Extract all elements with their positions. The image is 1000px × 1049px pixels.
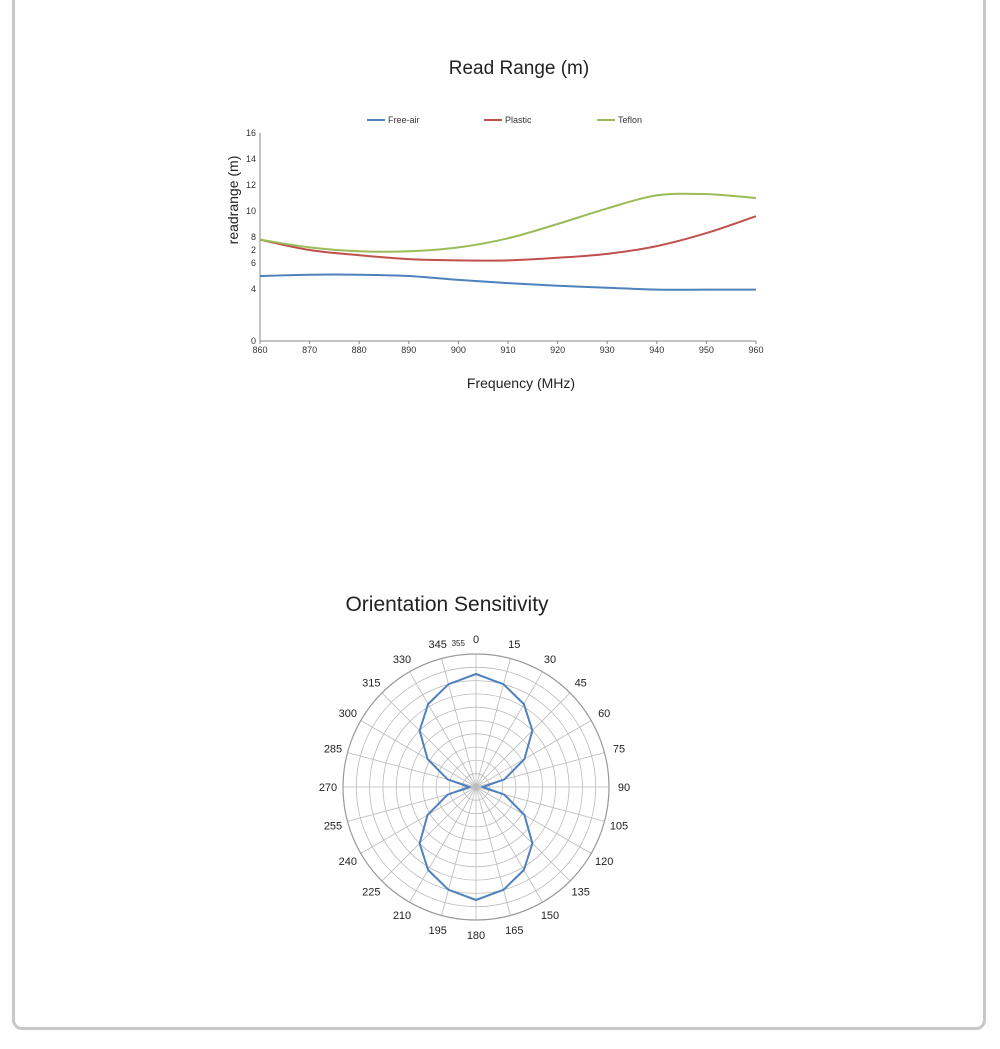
polar-angle-label: 30 (543, 653, 557, 666)
y-tick-label: 2 (250, 245, 256, 255)
polar-angle-label: 330 (392, 653, 412, 666)
polar-angle-label: 75 (612, 743, 626, 756)
polar-angle-label: 0 (472, 634, 480, 646)
legend-label: Free-air (388, 115, 420, 125)
x-tick-label: 930 (599, 345, 615, 355)
x-tick-labels (252, 341, 763, 355)
y-tick-label: 8 (250, 232, 256, 242)
legend-label: Teflon (618, 115, 643, 125)
series-line-free-air (260, 275, 756, 290)
y-tick-label: 0 (250, 336, 256, 346)
chart-legend (367, 115, 642, 125)
polar-chart-title: Orientation Sensitivity (345, 593, 549, 616)
orientation-sensitivity-chart (319, 593, 630, 942)
x-tick-label: 860 (252, 345, 268, 355)
polar-spoke (442, 787, 476, 915)
polar-angle-label: 300 (338, 708, 357, 720)
polar-spoke (476, 721, 591, 788)
read-range-chart (225, 58, 764, 391)
x-tick-label: 940 (649, 345, 665, 355)
polar-spoke (476, 659, 510, 787)
polar-spoke (361, 721, 476, 788)
x-tick-label: 880 (351, 345, 367, 355)
polar-angle-label: 45 (574, 677, 587, 690)
polar-angle-label: 180 (466, 930, 486, 942)
x-tick-label: 910 (500, 345, 516, 355)
polar-angle-label: 60 (598, 708, 611, 720)
polar-angle-label: 165 (505, 925, 524, 937)
polar-angle-label-extra: 355 (451, 639, 465, 649)
y-tick-label: 6 (250, 258, 256, 268)
y-tick-label: 14 (245, 154, 256, 164)
polar-angle-label: 315 (362, 677, 381, 690)
polar-angle-label: 270 (318, 782, 338, 794)
y-tick-label: 12 (245, 180, 256, 190)
y-tick-label: 16 (245, 128, 256, 138)
polar-angle-label: 225 (362, 886, 381, 899)
polar-spoke (442, 659, 476, 787)
polar-angle-label: 195 (428, 925, 447, 937)
x-tick-label: 890 (401, 345, 417, 355)
polar-angle-label: 240 (338, 856, 357, 868)
polar-angle-label: 150 (540, 910, 560, 923)
y-axis-label: readrange (m) (225, 155, 241, 245)
polar-angle-label: 105 (609, 820, 629, 833)
polar-grid (343, 654, 609, 923)
series-line-teflon (260, 194, 756, 252)
polar-angle-label: 210 (392, 910, 412, 923)
polar-angle-label: 15 (508, 639, 521, 651)
polar-spoke (476, 787, 510, 915)
polar-angle-label: 285 (323, 743, 343, 756)
series-lines (260, 194, 756, 290)
y-tick-label: 4 (250, 284, 256, 294)
x-tick-label: 870 (302, 345, 318, 355)
x-tick-label: 920 (550, 345, 566, 355)
chart-title: Read Range (m) (448, 58, 590, 79)
polar-angle-label: 345 (428, 639, 447, 651)
polar-spoke (361, 787, 476, 854)
x-tick-label: 960 (748, 345, 764, 355)
x-tick-label: 900 (450, 345, 466, 355)
polar-spoke (476, 787, 591, 854)
polar-angle-label: 135 (571, 886, 590, 899)
x-tick-label: 950 (698, 345, 714, 355)
polar-angle-label: 255 (323, 820, 343, 833)
x-axis-label: Frequency (MHz) (466, 375, 576, 391)
y-tick-labels (246, 128, 256, 346)
y-tick-label: 10 (245, 206, 256, 216)
polar-angle-label: 90 (617, 782, 631, 794)
polar-angle-label: 120 (595, 856, 614, 868)
legend-label: Plastic (505, 115, 532, 125)
